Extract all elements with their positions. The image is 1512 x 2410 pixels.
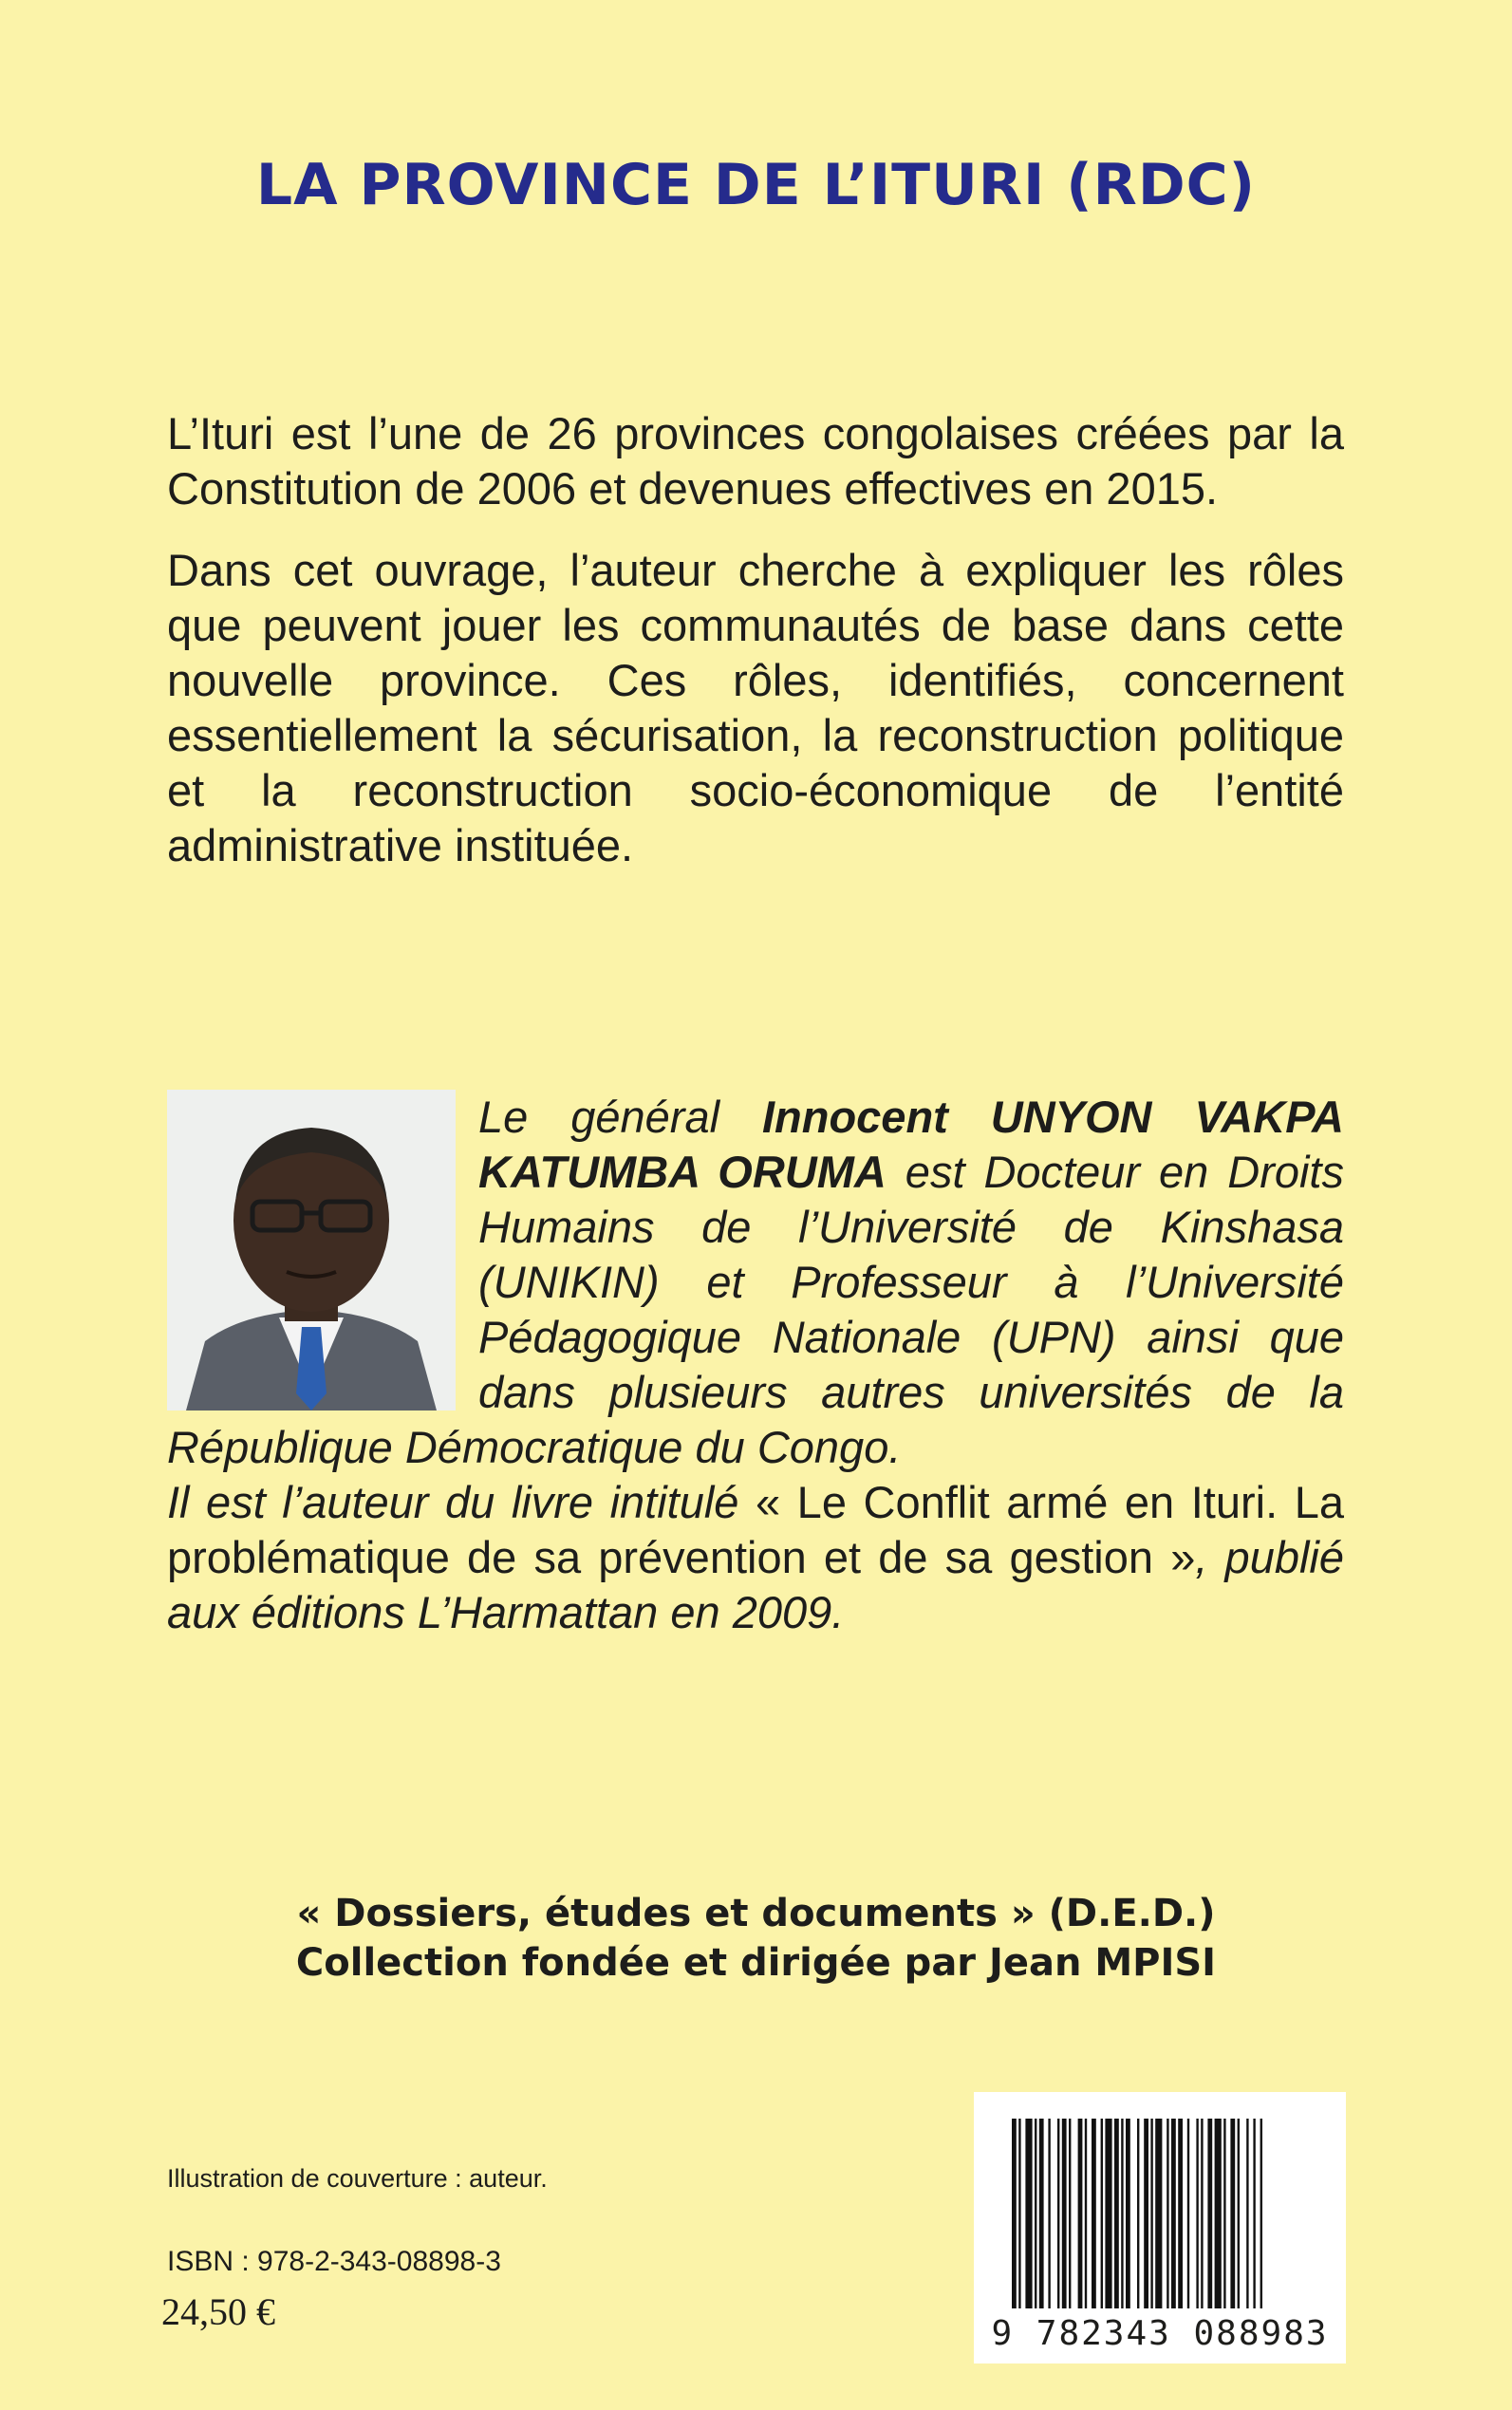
barcode-bar [1085,2119,1087,2308]
author-book-title: « Le Conflit armé en Ituri. La problématique de sa prévention et de sa gestion » [167,1477,1344,1582]
barcode-bar [1238,2119,1240,2308]
barcode-bar [1260,2119,1262,2308]
barcode-bar [1155,2119,1162,2308]
cover-credit: Illustration de couverture : auteur. [167,2164,548,2193]
summary-paragraph-2: Dans cet ouvrage, l’auteur cherche à expliquer les rôles que peuvent jouer les communautés de base dans cette nouvelle province. Ces rôles, identifiés, concernent essentiellement la sécurisation, la reconstruction politique et la reconstruction socio-économique de l’entité administrative instituée. [167,545,1344,870]
barcode-bar [1230,2119,1235,2308]
collection-info [0,1889,1512,1988]
price: 24,50 € [161,2290,275,2333]
barcode-bar [1078,2119,1083,2308]
barcode-bar [1069,2119,1071,2308]
barcode-bar [1092,2119,1096,2308]
barcode-digits: 9 782343 088983 [991,2314,1329,2353]
barcode-bar [1171,2119,1176,2308]
collection-name: « Dossiers, études et documents » (D.E.D.) [296,1892,1216,1935]
barcode-bar [1137,2119,1139,2308]
author-book [167,1475,1344,1640]
author-bio [167,1090,1344,1640]
barcode-bar [1012,2119,1017,2308]
barcode-bar [1150,2119,1152,2308]
barcode [974,2092,1346,2363]
collection-director: Collection fondée et dirigée par Jean MPISI [295,1941,1217,1985]
barcode-bar [1018,2119,1020,2308]
barcode-bar [1025,2119,1032,2308]
barcode-bar [1201,2119,1203,2308]
barcode-bar [1062,2119,1067,2308]
barcode-bar [1039,2119,1044,2308]
barcode-bar [1121,2119,1123,2308]
summary [167,406,1344,900]
barcode-bar [1187,2119,1189,2308]
barcode-bar [1048,2119,1050,2308]
barcode-bar [1207,2119,1212,2308]
barcode-bar [1178,2119,1183,2308]
barcode-bar [1105,2119,1111,2308]
barcode-bar [1144,2119,1148,2308]
author-bio-text: est Docteur en Droits Humains de l’Université de Kinshasa (UNIKIN) et Professeur à l’Université Pédagogique Nationale (UPN) ainsi que dans plusieurs autres universités de la République Démocratique du Congo. [167,1147,1344,1472]
barcode-bar [1114,2119,1119,2308]
barcode-bar [1101,2119,1103,2308]
author-intro: Le général [478,1092,762,1142]
barcode-bar [1215,2119,1222,2308]
barcode-bar [1126,2119,1130,2308]
barcode-bar [1057,2119,1059,2308]
book-title: LA PROVINCE DE L’ITURI (RDC) [255,152,1257,218]
isbn: ISBN : 978-2-343-08898-3 [167,2246,501,2277]
barcode-bar [1246,2119,1248,2308]
barcode-bar [1167,2119,1168,2308]
barcode-bar [1223,2119,1225,2308]
author-book-outro: , publié aux éditions L’Harmattan en 2009. [167,1532,1344,1637]
barcode-bar [1196,2119,1198,2308]
author-photo [167,1090,456,1411]
summary-paragraph-1: L’Ituri est l’une de 26 provinces congolaises créées par la Constitution de 2006 et devenues effectives en 2015. [167,408,1344,514]
barcode-bar [1035,2119,1036,2308]
author-name: Innocent UNYON VAKPA KATUMBA ORUMA [478,1092,1344,1197]
barcode-bar [1253,2119,1255,2308]
author-book-intro: Il est l’auteur du livre intitulé [167,1477,756,1527]
